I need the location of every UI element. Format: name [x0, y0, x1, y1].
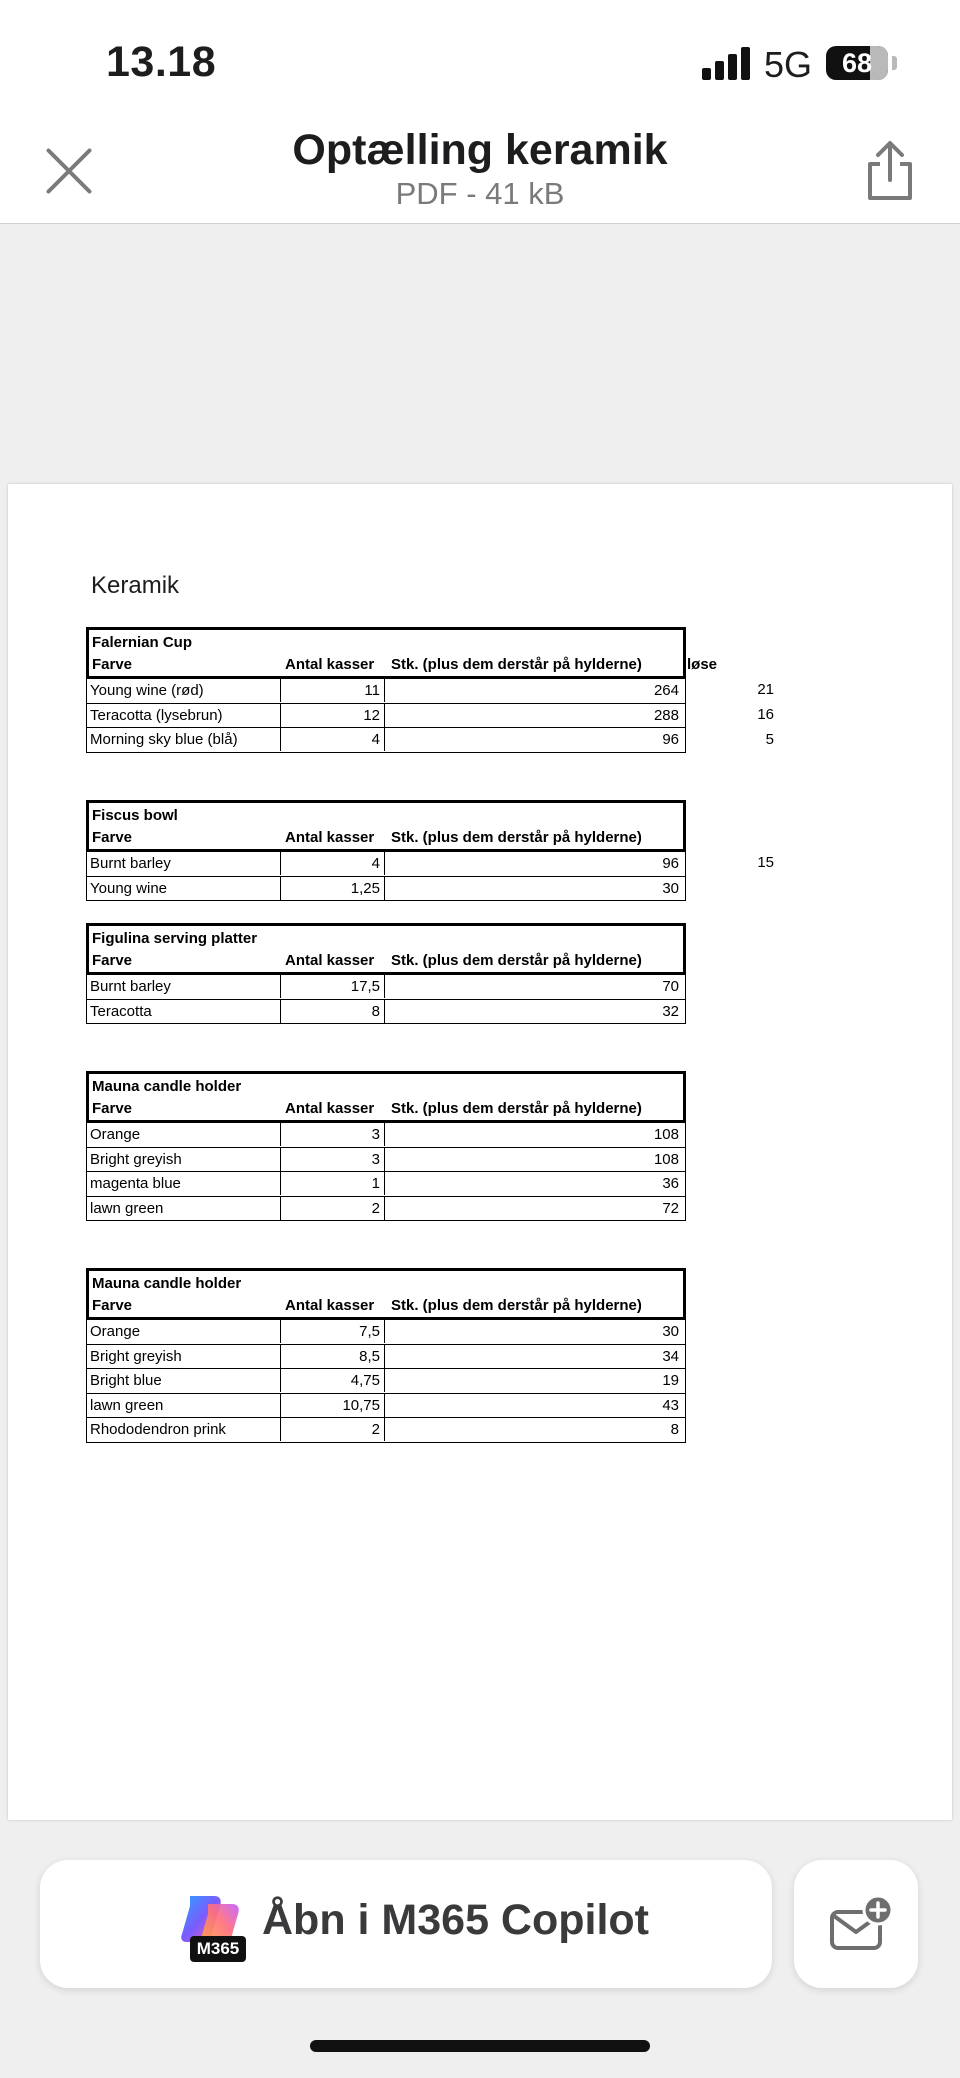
column-header-farve: Farve	[92, 952, 133, 969]
status-time: 13.18	[106, 38, 217, 86]
open-in-copilot-label: Åbn i M365 Copilot	[262, 1896, 649, 1944]
table-column-headers	[89, 1295, 683, 1317]
table-title: Mauna candle holder	[92, 1275, 242, 1292]
home-indicator[interactable]	[310, 2040, 650, 2052]
cell-farve: Young wine (rød)	[90, 682, 204, 699]
cell-farve: magenta blue	[90, 1175, 181, 1192]
table-column-headers	[89, 1098, 683, 1120]
cell-loese: 15	[757, 854, 774, 871]
table-header-box	[86, 800, 686, 852]
cell-loese: 16	[757, 706, 774, 723]
table-header-box	[86, 627, 686, 679]
cell-stk: 19	[384, 1369, 682, 1392]
page-heading: Keramik	[91, 572, 180, 599]
table-header-box	[86, 1268, 686, 1320]
open-in-m365-copilot-button[interactable]	[40, 1860, 772, 1988]
table-row	[86, 975, 686, 1000]
cell-antal: 2	[280, 1418, 383, 1441]
table-title: Mauna candle holder	[92, 1078, 242, 1095]
cell-antal: 3	[280, 1148, 383, 1171]
cell-farve: Rhododendron prink	[90, 1421, 226, 1438]
table-row	[86, 1369, 686, 1394]
cell-farve: Bright blue	[90, 1372, 162, 1389]
table-fiscus-bowl	[86, 800, 686, 901]
column-header-stk: Stk. (plus dem derstår på hylderne)	[391, 1297, 642, 1314]
cell-antal: 4,75	[280, 1369, 383, 1392]
cell-antal: 1,25	[280, 877, 383, 900]
cell-stk: 108	[384, 1148, 682, 1171]
table-column-headers	[89, 654, 683, 676]
cell-farve: Bright greyish	[90, 1347, 182, 1365]
column-header-antal: Antal kasser	[285, 952, 375, 969]
table-header-box	[86, 923, 686, 975]
cell-stk: 30	[384, 1320, 682, 1343]
cell-stk: 8	[384, 1418, 682, 1441]
cell-stk: 288	[384, 704, 682, 727]
battery-tip	[892, 56, 897, 70]
cell-antal: 7,5	[280, 1320, 383, 1343]
cell-stk: 264	[384, 679, 682, 702]
table-row	[86, 1148, 686, 1173]
cell-stk: 108	[384, 1123, 682, 1146]
cell-farve: Teracotta (lysebrun)	[90, 706, 223, 724]
table-row	[86, 852, 686, 877]
column-header-stk: Stk. (plus dem derstår på hylderne)	[391, 829, 642, 846]
viewer-header	[0, 110, 960, 224]
table-row	[86, 704, 686, 729]
table-header-box	[86, 1071, 686, 1123]
table-mauna-candle-holder-2	[86, 1268, 686, 1443]
cell-farve: Burnt barley	[90, 978, 171, 995]
column-header-antal: Antal kasser	[285, 1297, 375, 1314]
cell-antal: 8,5	[280, 1345, 383, 1368]
cell-farve: Burnt barley	[90, 855, 171, 872]
table-row	[86, 877, 686, 902]
cell-antal: 17,5	[280, 975, 383, 998]
cell-stk: 70	[384, 975, 682, 998]
column-header-farve: Farve	[92, 1100, 133, 1117]
share-icon[interactable]	[862, 140, 918, 202]
column-header-stk: Stk. (plus dem derstår på hylderne)	[391, 1100, 642, 1117]
column-header-stk: Stk. (plus dem derstår på hylderne)	[391, 656, 642, 673]
table-column-headers	[89, 950, 683, 972]
battery-level: 68	[841, 48, 873, 78]
close-icon[interactable]	[42, 144, 96, 198]
cell-stk: 96	[384, 852, 682, 875]
table-row	[86, 1197, 686, 1222]
cell-farve: Teracotta	[90, 1002, 152, 1020]
cell-farve: Young wine	[90, 879, 168, 897]
table-title: Fiscus bowl	[92, 807, 178, 824]
cell-antal: 4	[280, 852, 383, 875]
status-bar	[0, 0, 960, 110]
cell-stk: 32	[384, 1000, 682, 1023]
table-row	[86, 1320, 686, 1345]
cell-antal: 2	[280, 1197, 383, 1220]
cell-stk: 43	[384, 1394, 682, 1417]
cell-farve: Orange	[90, 1323, 141, 1340]
m365-tag: M365	[190, 1936, 246, 1962]
cell-stk: 96	[384, 728, 682, 751]
mail-add-icon	[794, 1860, 918, 1988]
cell-loese: 21	[757, 681, 774, 698]
table-row	[86, 1394, 686, 1419]
document-subtitle: PDF - 41 kB	[395, 176, 565, 211]
column-header-farve: Farve	[92, 829, 133, 846]
table-row	[86, 728, 686, 753]
pdf-page[interactable]	[8, 484, 952, 1820]
cell-farve: lawn green	[90, 1199, 164, 1217]
cell-stk: 36	[384, 1172, 682, 1195]
document-title: Optælling keramik	[292, 126, 668, 174]
column-header-antal: Antal kasser	[285, 656, 375, 673]
table-figulina-serving-platter	[86, 923, 686, 1024]
column-header-loese: løse	[687, 656, 718, 673]
cell-farve: Morning sky blue (blå)	[90, 731, 238, 748]
battery-icon	[826, 46, 888, 80]
cell-loese: 5	[765, 731, 774, 748]
cell-stk: 72	[384, 1197, 682, 1220]
cell-antal: 8	[280, 1000, 383, 1023]
table-row	[86, 1418, 686, 1443]
cell-stk: 34	[384, 1345, 682, 1368]
table-column-headers	[89, 827, 683, 849]
column-header-antal: Antal kasser	[285, 1100, 375, 1117]
cell-antal: 1	[280, 1172, 383, 1195]
cell-farve: Bright greyish	[90, 1150, 182, 1168]
column-header-stk: Stk. (plus dem derstår på hylderne)	[391, 952, 642, 969]
table-row	[86, 679, 686, 704]
cell-farve: Orange	[90, 1126, 141, 1143]
cell-antal: 4	[280, 728, 383, 751]
cell-stk: 30	[384, 877, 682, 900]
cellular-signal-icon	[702, 46, 752, 80]
cell-antal: 3	[280, 1123, 383, 1146]
table-row	[86, 1000, 686, 1025]
network-type: 5G	[764, 44, 813, 85]
cell-antal: 12	[280, 704, 383, 727]
table-title: Falernian Cup	[92, 634, 193, 651]
cell-farve: lawn green	[90, 1396, 164, 1414]
cell-antal: 11	[280, 679, 383, 702]
table-mauna-candle-holder-1	[86, 1071, 686, 1221]
table-title: Figulina serving platter	[92, 930, 258, 947]
column-header-farve: Farve	[92, 1297, 133, 1314]
cell-antal: 10,75	[280, 1394, 383, 1417]
table-falernian-cup	[86, 627, 686, 753]
mail-add-button[interactable]	[794, 1860, 918, 1988]
table-row	[86, 1172, 686, 1197]
table-row	[86, 1123, 686, 1148]
column-header-farve: Farve	[92, 656, 133, 673]
table-row	[86, 1345, 686, 1370]
column-header-antal: Antal kasser	[285, 829, 375, 846]
